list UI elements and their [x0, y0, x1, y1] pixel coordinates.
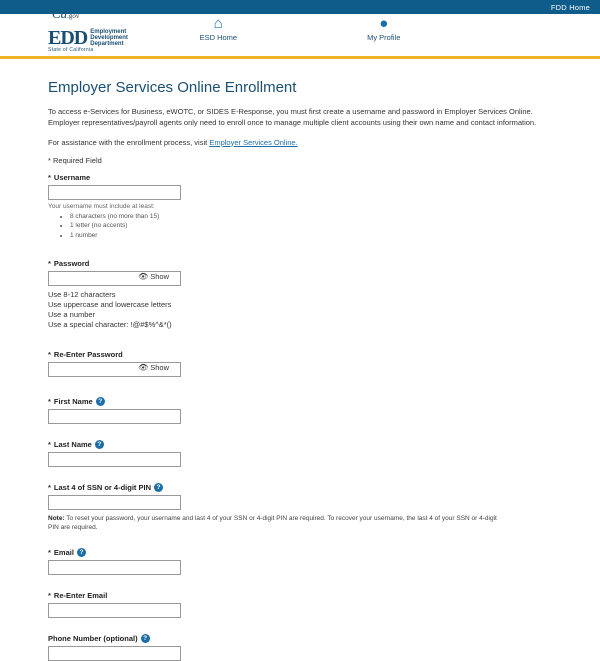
reenter-password-input-wrap	[48, 362, 173, 377]
field-ssn-pin	[48, 483, 552, 532]
reenter-password-label-text: Re-Enter Password	[53, 350, 123, 359]
home-icon: ⌂	[213, 15, 223, 32]
field-password	[48, 259, 552, 331]
eye-icon: 👁	[138, 363, 149, 372]
password-rule: Use a special character: !@#$%^&*()	[48, 319, 172, 329]
reenter-password-label	[48, 350, 552, 359]
reenter-email-input[interactable]	[48, 603, 181, 618]
page-title: Employer Services Online Enrollment	[48, 79, 297, 96]
ssn-pin-label-text: Last 4 of SSN or 4-digit PIN	[53, 483, 152, 492]
ssn-pin-note-bold: Note:	[48, 515, 65, 522]
reenter-password-show-toggle[interactable]	[136, 363, 169, 372]
email-label	[48, 548, 552, 557]
phone-number-label	[48, 634, 552, 643]
help-icon[interactable]: ?	[77, 548, 86, 557]
user-icon: ●	[379, 15, 389, 32]
username-rule: • 1 letter (no accents)	[70, 222, 552, 229]
main-content	[0, 59, 600, 661]
reenter-email-label	[48, 591, 552, 600]
edd-logo-line1: Employment	[90, 28, 127, 35]
last-name-label-text: Last Name	[53, 440, 92, 449]
ca-gov-text: Ca	[52, 6, 68, 21]
help-icon[interactable]: ?	[95, 440, 104, 449]
last-name-input[interactable]	[48, 452, 181, 467]
assistance-line	[48, 138, 552, 147]
username-rule: • 8 characters (no more than 15)	[70, 213, 552, 220]
password-input-wrap	[48, 271, 173, 286]
required-field-note: * Required Field	[48, 155, 102, 165]
fdd-home-link[interactable]: FDD Home	[550, 2, 590, 12]
help-icon[interactable]: ?	[141, 634, 150, 643]
edd-logo-state: State of California	[48, 47, 94, 53]
edd-logo-line3: Department	[90, 41, 124, 48]
email-label-text: Email	[53, 548, 74, 558]
nav-item-my-profile-label: My Profile	[367, 33, 401, 42]
username-rules	[48, 213, 552, 239]
field-username	[48, 173, 552, 239]
page-intro: To access e-Services for Business, eWOTC, or SIDES E-Response, you must first create a username and password in Employer Services Online. Employer representatives/payroll agents only need to enroll once to manage multiple client accounts using their own name and contact information.	[48, 107, 537, 128]
username-required-mark: *	[48, 172, 51, 182]
password-rule: Use 8-12 characters	[48, 289, 116, 299]
password-show-toggle[interactable]	[136, 272, 169, 281]
reenter-email-required-mark: *	[48, 591, 51, 601]
ssn-pin-required-mark: *	[48, 483, 51, 492]
username-label	[48, 173, 552, 182]
password-label-text: Password	[53, 258, 90, 268]
password-required-mark: *	[48, 258, 51, 268]
reenter-email-label-text: Re-Enter Email	[53, 591, 108, 601]
assistance-text: For assistance with the enrollment process, visit	[48, 137, 210, 147]
password-show-label: Show	[150, 271, 169, 281]
help-icon[interactable]: ?	[96, 397, 105, 406]
field-reenter-password	[48, 350, 552, 377]
ca-gov-suffix: .gov	[67, 12, 80, 20]
last-name-label	[48, 440, 552, 449]
username-rule: • 1 number	[70, 232, 552, 239]
username-input[interactable]	[48, 185, 181, 200]
first-name-input[interactable]	[48, 409, 181, 424]
field-email	[48, 548, 552, 575]
ssn-pin-label	[48, 483, 552, 492]
last-name-required-mark: *	[48, 440, 51, 449]
header-nav	[0, 16, 600, 42]
password-rules	[48, 290, 552, 331]
username-label-text: Username	[53, 172, 91, 182]
field-phone-number	[48, 634, 552, 661]
nav-item-my-profile[interactable]	[367, 16, 400, 42]
username-hint: Your username must include at least:	[48, 202, 155, 210]
employer-services-online-link[interactable]: Employer Services Online.	[209, 137, 298, 147]
field-reenter-email	[48, 591, 552, 618]
ssn-pin-note-text: To reset your password, your username and last 4 of your SSN or 4-digit PIN are required. To recover your username, the last 4 of your SSN or 4-digit PIN are required.	[48, 515, 497, 532]
password-rule: Use a number	[48, 309, 96, 319]
email-required-mark: *	[48, 548, 51, 558]
phone-number-label-text: Phone Number (optional)	[48, 634, 138, 644]
field-first-name	[48, 397, 552, 424]
email-input[interactable]	[48, 560, 181, 575]
eye-icon: 👁	[138, 271, 149, 281]
nav-item-esd-home[interactable]	[200, 16, 238, 42]
ssn-pin-note	[48, 514, 508, 532]
help-icon[interactable]: ?	[154, 483, 163, 492]
reenter-password-required-mark: *	[48, 350, 51, 359]
first-name-label-text: First Name	[53, 397, 93, 406]
first-name-label	[48, 397, 552, 406]
edd-logo-mark: EDD	[48, 27, 88, 49]
phone-number-input[interactable]	[48, 646, 181, 661]
field-last-name	[48, 440, 552, 467]
reenter-password-show-label: Show	[150, 363, 169, 372]
ssn-pin-input[interactable]	[48, 495, 181, 510]
utility-bar	[0, 0, 600, 14]
first-name-required-mark: *	[48, 397, 51, 406]
edd-logo-line2: Development	[90, 34, 128, 41]
password-rule: Use uppercase and lowercase letters	[48, 299, 172, 309]
password-label	[48, 259, 552, 268]
nav-item-esd-home-label: ESD Home	[199, 33, 238, 42]
